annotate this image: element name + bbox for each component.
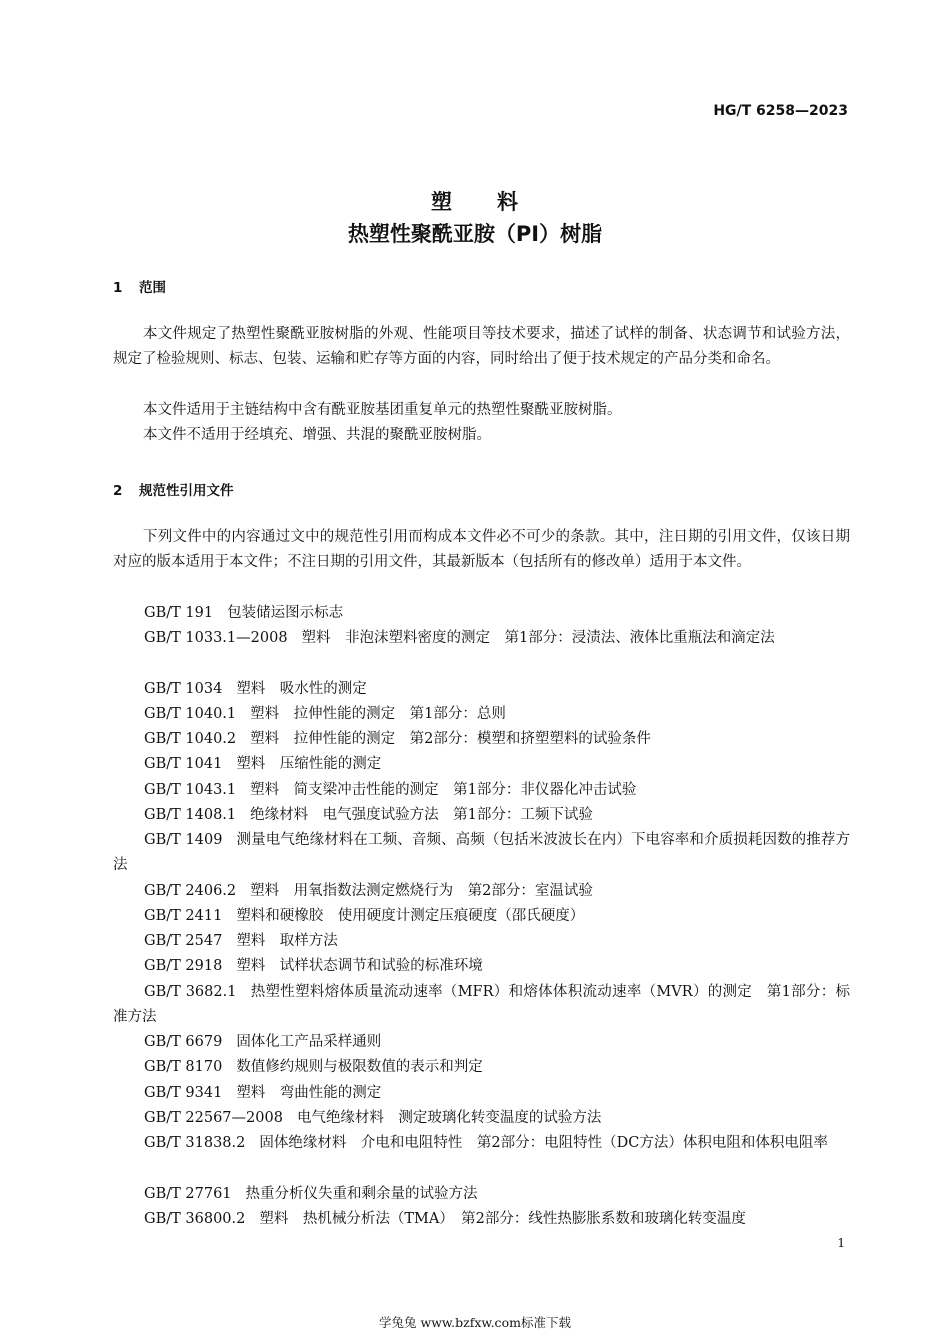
- reference-item: [113, 929, 850, 954]
- reference-title: 塑料 拉伸性能的测定 第1部分：总则: [250, 706, 506, 722]
- title-line-2: 热塑性聚酰亚胺（PI）树脂: [347, 222, 603, 246]
- reference-code: GB/T 1043.1: [144, 782, 237, 798]
- reference-title: 塑料 非泡沫塑料密度的测定 第1部分：浸渍法、液体比重瓶法和滴定法: [301, 630, 775, 646]
- reference-code: GB/T 2411: [144, 908, 223, 924]
- section-1-paragraph-3: 本文件不适用于经填充、增强、共混的聚酰亚胺树脂。: [143, 427, 491, 443]
- section-2-intro: 下列文件中的内容通过文中的规范性引用而构成本文件必不可少的条款。其中，注日期的引用文件，仅该日期对应的版本适用于本文件；不注日期的引用文件，其最新版本（包括所有的修改单）适用于本文件。: [113, 529, 850, 571]
- reference-code: GB/T 1034: [144, 681, 223, 697]
- reference-item: [113, 752, 850, 777]
- reference-code: GB/T 9341: [144, 1085, 223, 1101]
- reference-item: [113, 1030, 850, 1055]
- reference-title: 塑料 压缩性能的测定: [236, 756, 382, 772]
- section-1-number: 1: [113, 280, 123, 296]
- footer-watermark: 学兔兔 www.bzfxw.com标准下载: [379, 1315, 571, 1330]
- reference-item: [113, 1182, 850, 1207]
- section-2-number: 2: [113, 483, 123, 499]
- reference-code: GB/T 22567—2008: [144, 1110, 283, 1126]
- reference-title: 电气绝缘材料 测定玻璃化转变温度的试验方法: [296, 1110, 602, 1126]
- section-1-title: 范围: [139, 280, 166, 296]
- reference-item: [113, 879, 850, 904]
- reference-code: GB/T 191: [144, 605, 214, 621]
- reference-title: 固体绝缘材料 介电和电阻特性 第2部分：电阻特性（DC方法）体积电阻和体积电阻率: [259, 1135, 828, 1151]
- title-line-1: 塑 料: [431, 190, 519, 214]
- reference-code: GB/T 27761: [144, 1186, 232, 1202]
- page-number: 1: [837, 1236, 845, 1250]
- reference-title: 塑料 热机械分析法（TMA） 第2部分：线性热膨胀系数和玻璃化转变温度: [259, 1211, 746, 1227]
- reference-title: 塑料 试样状态调节和试验的标准环境: [236, 958, 483, 974]
- reference-item: [113, 601, 850, 626]
- reference-item: [113, 803, 850, 828]
- reference-code: GB/T 2918: [144, 958, 223, 974]
- reference-title: 塑料 弯曲性能的测定: [236, 1085, 382, 1101]
- reference-item: [113, 778, 850, 803]
- reference-item: [113, 727, 850, 752]
- reference-title: 绝缘材料 电气强度试验方法 第1部分：工频下试验: [250, 807, 593, 823]
- section-2-title: 规范性引用文件: [139, 483, 234, 499]
- reference-title: 塑料 取样方法: [236, 933, 338, 949]
- reference-title: 数值修约规则与极限数值的表示和判定: [236, 1059, 483, 1075]
- section-2-heading: [113, 479, 234, 499]
- reference-item: [113, 980, 850, 1031]
- reference-item: [113, 904, 850, 929]
- reference-title: 热塑性塑料熔体质量流动速率（MFR）和熔体体积流动速率（MVR）的测定 第1部分：标准方法: [113, 984, 850, 1026]
- reference-code: GB/T 31838.2: [144, 1135, 246, 1151]
- reference-item: [113, 1131, 850, 1156]
- reference-title: 测量电气绝缘材料在工频、音频、高频（包括米波波长在内）下电容率和介质损耗因数的推荐方法: [113, 832, 850, 874]
- reference-title: 塑料 吸水性的测定: [236, 681, 367, 697]
- reference-title: 固体化工产品采样通则: [236, 1034, 382, 1050]
- section-1-paragraph-1: 本文件规定了热塑性聚酰亚胺树脂的外观、性能项目等技术要求，描述了试样的制备、状态调节和试验方法，规定了检验规则、标志、包装、运输和贮存等方面的内容，同时给出了便于技术规定的产品分类和命名。: [113, 326, 850, 368]
- reference-title: 包装储运图示标志: [227, 605, 344, 621]
- reference-code: GB/T 1033.1—2008: [144, 630, 288, 646]
- reference-item: [113, 1081, 850, 1106]
- reference-item: [113, 626, 850, 651]
- reference-title: 塑料 简支梁冲击性能的测定 第1部分：非仪器化冲击试验: [250, 782, 637, 798]
- section-1-paragraph-2: 本文件适用于主链结构中含有酰亚胺基团重复单元的热塑性聚酰亚胺树脂。: [143, 402, 622, 418]
- reference-code: GB/T 1408.1: [144, 807, 237, 823]
- reference-code: GB/T 3682.1: [144, 984, 237, 1000]
- reference-code: GB/T 36800.2: [144, 1211, 246, 1227]
- reference-title: 塑料 用氧指数法测定燃烧行为 第2部分：室温试验: [250, 883, 593, 899]
- reference-item: [113, 1207, 850, 1232]
- reference-code: GB/T 1041: [144, 756, 223, 772]
- reference-code: GB/T 8170: [144, 1059, 223, 1075]
- reference-title: 塑料和硬橡胶 使用硬度计测定压痕硬度（邵氏硬度）: [236, 908, 585, 924]
- reference-title: 塑料 拉伸性能的测定 第2部分：模塑和挤塑塑料的试验条件: [250, 731, 651, 747]
- reference-item: [113, 828, 850, 879]
- reference-code: GB/T 6679: [144, 1034, 223, 1050]
- reference-code: GB/T 2406.2: [144, 883, 237, 899]
- reference-title: 热重分析仪失重和剩余量的试验方法: [245, 1186, 478, 1202]
- reference-code: GB/T 2547: [144, 933, 223, 949]
- reference-item: [113, 677, 850, 702]
- reference-code: GB/T 1040.2: [144, 731, 237, 747]
- reference-item: [113, 1055, 850, 1080]
- reference-item: [113, 1106, 850, 1131]
- standard-number: HG/T 6258—2023: [713, 103, 848, 119]
- reference-item: [113, 954, 850, 979]
- reference-code: GB/T 1409: [144, 832, 223, 848]
- reference-item: [113, 702, 850, 727]
- section-1-heading: [113, 276, 166, 296]
- reference-code: GB/T 1040.1: [144, 706, 237, 722]
